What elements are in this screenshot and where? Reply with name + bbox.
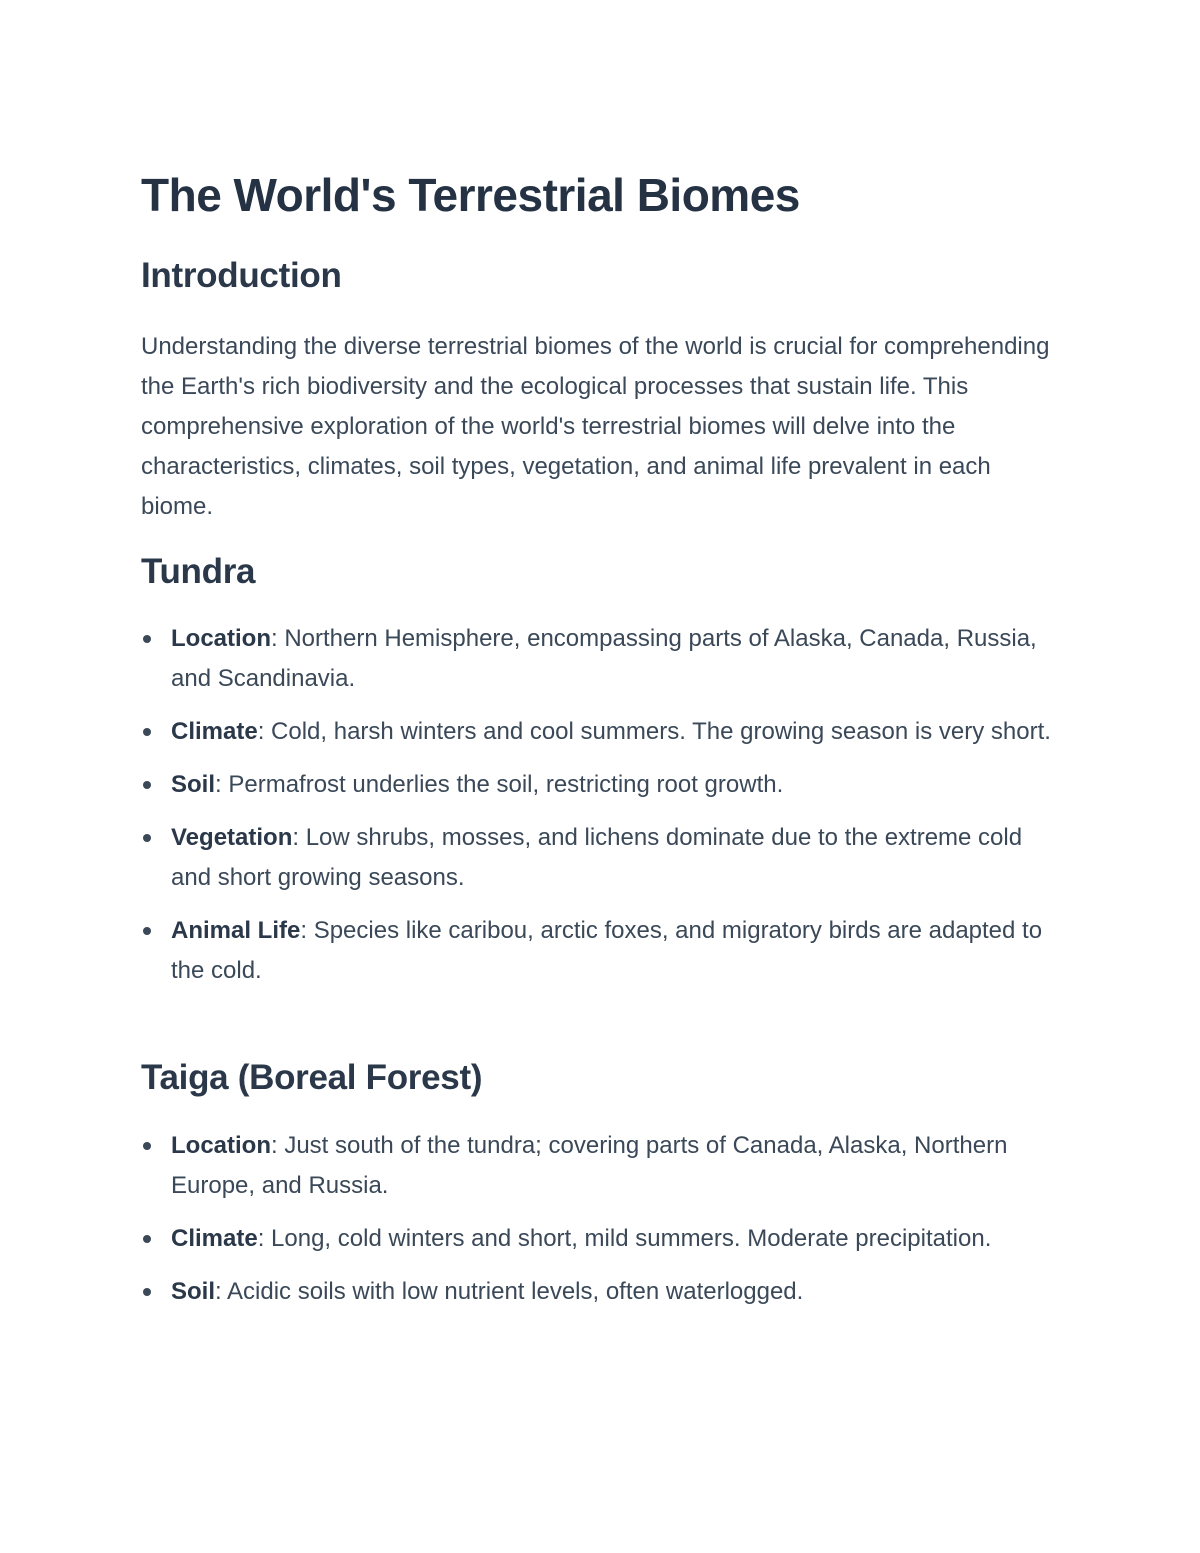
bullet-text: : Just south of the tundra; covering parts of Canada, Alaska, Northern Europe, and Russia.	[171, 1132, 1008, 1199]
list-item	[141, 619, 1056, 699]
taiga-list	[141, 1126, 1056, 1325]
bullet-icon	[143, 1142, 151, 1150]
bullet-term: Climate	[171, 1225, 258, 1252]
intro-heading: Introduction	[141, 256, 342, 295]
list-item	[141, 818, 1056, 898]
bullet-icon	[143, 728, 151, 736]
bullet-text: : Cold, harsh winters and cool summers. The growing season is very short.	[257, 718, 1051, 745]
bullet-term: Location	[171, 1132, 271, 1159]
bullet-term: Vegetation	[171, 824, 293, 851]
document-title: The World's Terrestrial Biomes	[141, 169, 800, 221]
list-item	[141, 1219, 1056, 1259]
list-item	[141, 911, 1056, 991]
list-item	[141, 712, 1056, 752]
taiga-heading: Taiga (Boreal Forest)	[141, 1058, 483, 1097]
bullet-term: Soil	[171, 771, 216, 798]
bullet-icon	[143, 781, 151, 789]
bullet-term: Location	[171, 625, 271, 652]
tundra-list	[141, 619, 1056, 1004]
list-item	[141, 1126, 1056, 1206]
bullet-term: Climate	[171, 718, 258, 745]
bullet-text: : Long, cold winters and short, mild summers. Moderate precipitation.	[257, 1225, 992, 1252]
bullet-icon	[143, 1288, 151, 1296]
list-item	[141, 1272, 1056, 1312]
bullet-term: Animal Life	[171, 917, 301, 944]
bullet-term: Soil	[171, 1278, 216, 1305]
bullet-text: : Low shrubs, mosses, and lichens dominate due to the extreme cold and short growing seasons.	[171, 824, 1023, 891]
tundra-heading: Tundra	[141, 552, 256, 591]
intro-paragraph: Understanding the diverse terrestrial biomes of the world is crucial for comprehending the Earth's rich biodiversity and the ecological processes that sustain life. This comprehensive exploration of the world's terrestrial biomes will delve into the characteristics, climates, soil types, vegetation, and animal life prevalent in each biome.	[141, 333, 1050, 520]
bullet-text: : Northern Hemisphere, encompassing parts of Alaska, Canada, Russia, and Scandinavia.	[171, 625, 1037, 692]
bullet-text: : Acidic soils with low nutrient levels, often waterlogged.	[215, 1278, 804, 1305]
bullet-icon	[143, 834, 151, 842]
bullet-text: : Permafrost underlies the soil, restricting root growth.	[215, 771, 784, 798]
bullet-icon	[143, 927, 151, 935]
bullet-text: : Species like caribou, arctic foxes, and migratory birds are adapted to the cold.	[171, 917, 1043, 984]
bullet-icon	[143, 635, 151, 643]
list-item	[141, 765, 1056, 805]
bullet-icon	[143, 1235, 151, 1243]
